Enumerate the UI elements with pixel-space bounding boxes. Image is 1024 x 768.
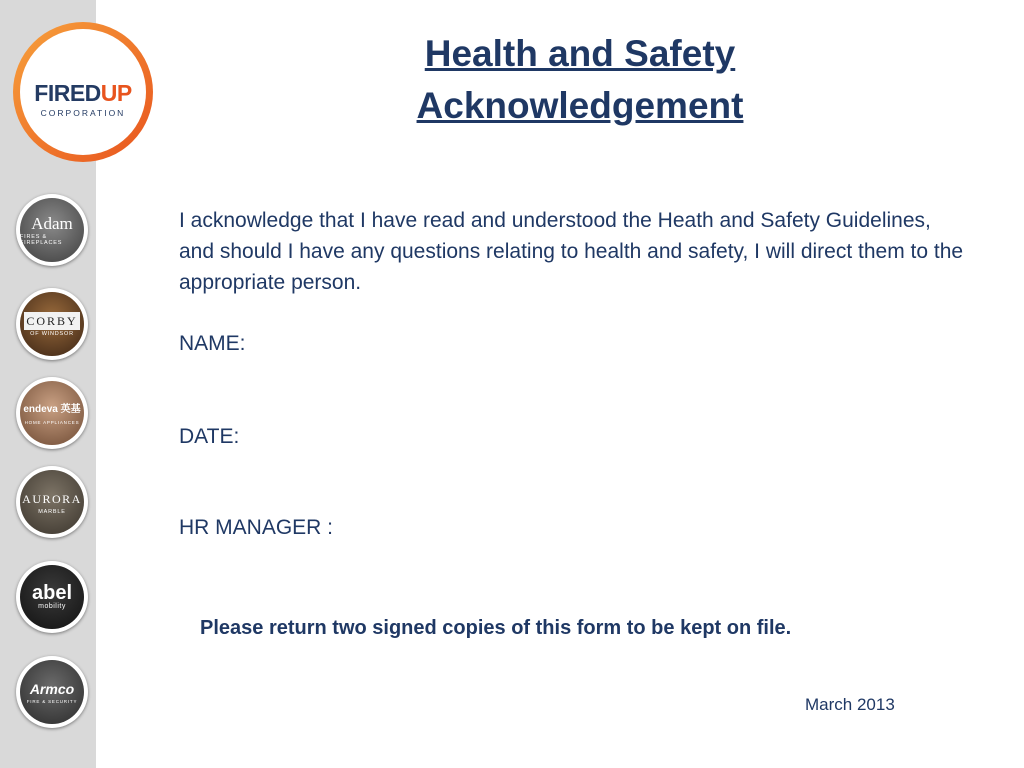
brand-name-aurora: AURORA <box>22 491 82 506</box>
logo-text-corporation: CORPORATION <box>40 108 126 118</box>
brand-name-adam: Adam <box>31 213 73 233</box>
brand-logo-abel-face <box>20 565 84 629</box>
name-label: NAME: <box>179 332 246 355</box>
page-title <box>380 28 780 132</box>
logo-wordmark <box>20 81 146 105</box>
brand-sub-aurora: MARBLE <box>38 508 66 515</box>
brand-logo-armco-face <box>20 660 84 724</box>
acknowledgement-paragraph: I acknowledge that I have read and understood the Heath and Safety Guidelines, and should I have any questions relating to health and safety, I will direct them to the appropriate person. <box>179 209 964 294</box>
footer-date: March 2013 <box>805 695 895 714</box>
title-line-2: Acknowledgement <box>416 85 744 126</box>
brand-logo-corby-face <box>20 292 84 356</box>
brand-sub-adam: FIRES & FIREPLACES <box>20 233 63 246</box>
logo-text-up: UP <box>100 80 132 106</box>
return-notice: Please return two signed copies of this form to be kept on file. <box>200 617 792 639</box>
logo-inner-circle <box>20 29 146 155</box>
brand-sub-corby: OF WINDSOR <box>30 330 74 337</box>
brand-name-armco: Armco <box>29 681 75 697</box>
brand-logo-corby <box>16 288 88 360</box>
brand-name-corby: CORBY <box>26 313 78 328</box>
brand-logo-armco <box>16 656 88 728</box>
brand-logo-endeva <box>16 377 88 449</box>
brand-sub-abel: mobility <box>38 603 66 610</box>
brand-logo-adam-face <box>20 198 84 262</box>
brand-name-endeva: endeva 英基 <box>23 404 81 415</box>
brand-logo-abel <box>16 561 88 633</box>
title-line-1: Health and Safety <box>424 33 736 74</box>
brand-sub-armco: FIRE & SECURITY <box>26 699 78 704</box>
logo-text-fired: FIRED <box>34 80 101 106</box>
brand-logo-aurora <box>16 466 88 538</box>
date-label: DATE: <box>179 425 240 448</box>
brand-logo-aurora-face <box>20 470 84 534</box>
brand-name-abel: abel <box>31 582 73 604</box>
firedup-logo <box>13 22 153 162</box>
brand-logo-endeva-face <box>20 381 84 445</box>
hr-manager-label: HR MANAGER : <box>179 516 334 539</box>
brand-sub-endeva: HOME APPLIANCES <box>24 420 80 425</box>
brand-logo-adam <box>16 194 88 266</box>
